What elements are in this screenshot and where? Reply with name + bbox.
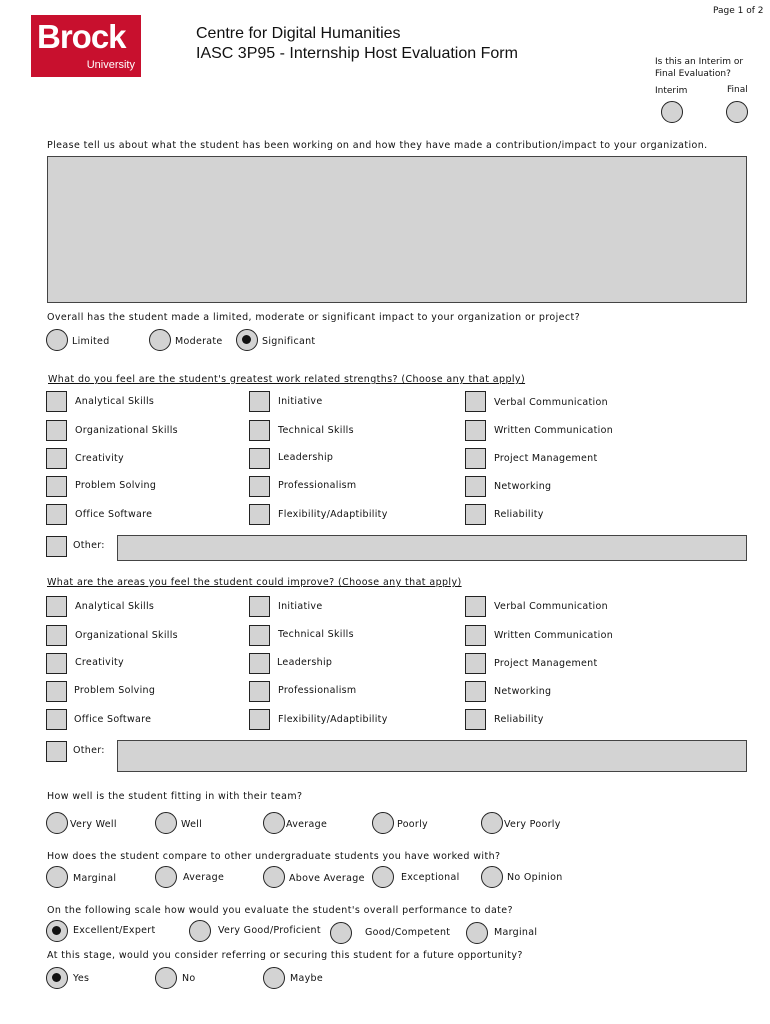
strength-other-input[interactable] bbox=[117, 535, 747, 561]
strength-office-software-checkbox[interactable] bbox=[46, 504, 67, 525]
strength-label: Professionalism bbox=[278, 480, 357, 491]
improve-label: Initiative bbox=[278, 601, 323, 612]
title-line-1: Centre for Digital Humanities bbox=[196, 25, 401, 42]
improve-label: Organizational Skills bbox=[75, 630, 178, 641]
impact-question: Overall has the student made a limited, moderate or significant impact to your organization or project? bbox=[47, 312, 581, 323]
strength-organizational-checkbox[interactable] bbox=[46, 420, 67, 441]
compare-option-label: No Opinion bbox=[507, 872, 563, 883]
strength-reliability-checkbox[interactable] bbox=[465, 504, 486, 525]
referral-yes-radio[interactable] bbox=[46, 967, 68, 989]
compare-option-label: Exceptional bbox=[401, 872, 460, 883]
work-description-textarea[interactable] bbox=[47, 156, 747, 303]
fitting-option-label: Average bbox=[286, 819, 328, 830]
improve-other-label: Other: bbox=[73, 745, 105, 756]
strength-professionalism-checkbox[interactable] bbox=[249, 476, 270, 497]
improve-other-input[interactable] bbox=[117, 740, 747, 772]
improve-label: Verbal Communication bbox=[494, 601, 608, 612]
strength-label: Creativity bbox=[75, 453, 124, 464]
performance-marginal-radio[interactable] bbox=[466, 922, 488, 944]
referral-question: At this stage, would you consider referring or securing this student for a future opportunity? bbox=[47, 950, 523, 961]
improve-label: Technical Skills bbox=[278, 629, 354, 640]
improve-initiative-checkbox[interactable] bbox=[249, 596, 270, 617]
performance-option-label: Marginal bbox=[494, 927, 538, 938]
fitting-well-radio[interactable] bbox=[155, 812, 177, 834]
improve-organizational-checkbox[interactable] bbox=[46, 625, 67, 646]
improve-label: Flexibility/Adaptibility bbox=[278, 714, 388, 725]
logo-wordmark: Brock bbox=[37, 18, 126, 55]
eval-option-interim-label: Interim bbox=[655, 86, 688, 96]
logo-subtitle: University bbox=[86, 59, 135, 71]
improve-label: Networking bbox=[494, 686, 552, 697]
fitting-option-label: Well bbox=[181, 819, 203, 830]
performance-question: On the following scale how would you evaluate the student's overall performance to date? bbox=[47, 905, 513, 916]
improve-analytical-checkbox[interactable] bbox=[46, 596, 67, 617]
compare-option-label: Above Average bbox=[289, 873, 365, 884]
improve-label: Office Software bbox=[74, 714, 152, 725]
referral-option-label: No bbox=[182, 973, 196, 984]
strength-networking-checkbox[interactable] bbox=[465, 476, 486, 497]
strength-label: Office Software bbox=[75, 509, 153, 520]
strength-leadership-checkbox[interactable] bbox=[249, 448, 270, 469]
fitting-option-label: Very Poorly bbox=[504, 819, 561, 830]
strength-flexibility-checkbox[interactable] bbox=[249, 504, 270, 525]
work-description-prompt: Please tell us about what the student has been working on and how they have made a contribution/impact to your organization. bbox=[47, 140, 708, 151]
performance-option-label: Very Good/Proficient bbox=[218, 925, 321, 936]
page-number: Page 1 of 2 bbox=[713, 6, 764, 16]
strength-label: Problem Solving bbox=[75, 480, 157, 491]
strength-label: Networking bbox=[494, 481, 552, 492]
compare-no-opinion-radio[interactable] bbox=[481, 866, 503, 888]
performance-excellent-radio[interactable] bbox=[46, 920, 68, 942]
compare-option-label: Average bbox=[183, 872, 225, 883]
improve-label: Written Communication bbox=[494, 630, 614, 641]
eval-interim-radio[interactable] bbox=[661, 101, 683, 123]
referral-no-radio[interactable] bbox=[155, 967, 177, 989]
improve-networking-checkbox[interactable] bbox=[465, 681, 486, 702]
strength-verbal-checkbox[interactable] bbox=[465, 391, 486, 412]
strength-analytical-checkbox[interactable] bbox=[46, 391, 67, 412]
fitting-option-label: Very Well bbox=[70, 819, 117, 830]
strength-project-mgmt-checkbox[interactable] bbox=[465, 448, 486, 469]
improve-creativity-checkbox[interactable] bbox=[46, 653, 67, 674]
compare-above-average-radio[interactable] bbox=[263, 866, 285, 888]
strength-written-checkbox[interactable] bbox=[465, 420, 486, 441]
strength-label: Written Communication bbox=[494, 425, 614, 436]
improve-label: Professionalism bbox=[278, 685, 357, 696]
improve-label: Project Management bbox=[494, 658, 598, 669]
improve-office-software-checkbox[interactable] bbox=[46, 709, 67, 730]
improve-other-checkbox[interactable] bbox=[46, 741, 67, 762]
fitting-poorly-radio[interactable] bbox=[372, 812, 394, 834]
impact-significant-label: Significant bbox=[262, 336, 316, 347]
strength-label: Initiative bbox=[278, 396, 323, 407]
fitting-option-label: Poorly bbox=[397, 819, 428, 830]
improve-label: Leadership bbox=[277, 657, 333, 668]
improve-verbal-checkbox[interactable] bbox=[465, 596, 486, 617]
eval-final-radio[interactable] bbox=[726, 101, 748, 123]
performance-option-label: Good/Competent bbox=[365, 927, 451, 938]
improve-professionalism-checkbox[interactable] bbox=[249, 681, 270, 702]
improve-reliability-checkbox[interactable] bbox=[465, 709, 486, 730]
strength-label: Reliability bbox=[494, 509, 544, 520]
eval-option-final-label: Final bbox=[727, 85, 748, 95]
strength-label: Analytical Skills bbox=[75, 396, 155, 407]
strength-technical-checkbox[interactable] bbox=[249, 420, 270, 441]
compare-question: How does the student compare to other undergraduate students you have worked with? bbox=[47, 851, 501, 862]
compare-option-label: Marginal bbox=[73, 873, 117, 884]
improve-problem-solving-checkbox[interactable] bbox=[46, 681, 67, 702]
impact-limited-label: Limited bbox=[72, 336, 110, 347]
compare-exceptional-radio[interactable] bbox=[372, 866, 394, 888]
strength-other-label: Other: bbox=[73, 540, 105, 551]
performance-option-label: Excellent/Expert bbox=[73, 925, 156, 936]
strength-label: Technical Skills bbox=[278, 425, 354, 436]
improve-technical-checkbox[interactable] bbox=[249, 625, 270, 646]
impact-moderate-radio[interactable] bbox=[149, 329, 171, 351]
strength-other-checkbox[interactable] bbox=[46, 536, 67, 557]
performance-very-good-radio[interactable] bbox=[189, 920, 211, 942]
impact-limited-radio[interactable] bbox=[46, 329, 68, 351]
impact-significant-radio[interactable] bbox=[236, 329, 258, 351]
improve-label: Analytical Skills bbox=[75, 601, 155, 612]
fitting-average-radio[interactable] bbox=[263, 812, 285, 834]
strengths-question: What do you feel are the student's greatest work related strengths? (Choose any that apply) bbox=[48, 374, 526, 385]
strength-label: Verbal Communication bbox=[494, 397, 608, 408]
strength-label: Flexibility/Adaptibility bbox=[278, 509, 388, 520]
eval-type-question bbox=[655, 56, 743, 80]
improve-leadership-checkbox[interactable] bbox=[249, 653, 270, 674]
impact-moderate-label: Moderate bbox=[175, 336, 223, 347]
compare-marginal-radio[interactable] bbox=[46, 866, 68, 888]
eval-question-line2: Final Evaluation? bbox=[655, 69, 731, 79]
eval-question-line1: Is this an Interim or bbox=[655, 57, 744, 67]
referral-option-label: Yes bbox=[73, 973, 90, 984]
improve-label: Reliability bbox=[494, 714, 544, 725]
improve-written-checkbox[interactable] bbox=[465, 625, 486, 646]
referral-option-label: Maybe bbox=[290, 973, 324, 984]
performance-good-radio[interactable] bbox=[330, 922, 352, 944]
fitting-question: How well is the student fitting in with their team? bbox=[47, 791, 303, 802]
fitting-very-well-radio[interactable] bbox=[46, 812, 68, 834]
brock-logo bbox=[31, 15, 141, 77]
improve-project-mgmt-checkbox[interactable] bbox=[465, 653, 486, 674]
referral-maybe-radio[interactable] bbox=[263, 967, 285, 989]
strength-label: Leadership bbox=[278, 452, 334, 463]
compare-average-radio[interactable] bbox=[155, 866, 177, 888]
strength-label: Organizational Skills bbox=[75, 425, 178, 436]
improve-question: What are the areas you feel the student could improve? (Choose any that apply) bbox=[47, 577, 462, 588]
form-title: IASC 3P95 - Internship Host Evaluation Form bbox=[196, 45, 518, 62]
strength-problem-solving-checkbox[interactable] bbox=[46, 476, 67, 497]
improve-flexibility-checkbox[interactable] bbox=[249, 709, 270, 730]
strength-initiative-checkbox[interactable] bbox=[249, 391, 270, 412]
strength-label: Project Management bbox=[494, 453, 598, 464]
fitting-very-poorly-radio[interactable] bbox=[481, 812, 503, 834]
improve-label: Creativity bbox=[75, 657, 124, 668]
strength-creativity-checkbox[interactable] bbox=[46, 448, 67, 469]
improve-label: Problem Solving bbox=[74, 685, 156, 696]
